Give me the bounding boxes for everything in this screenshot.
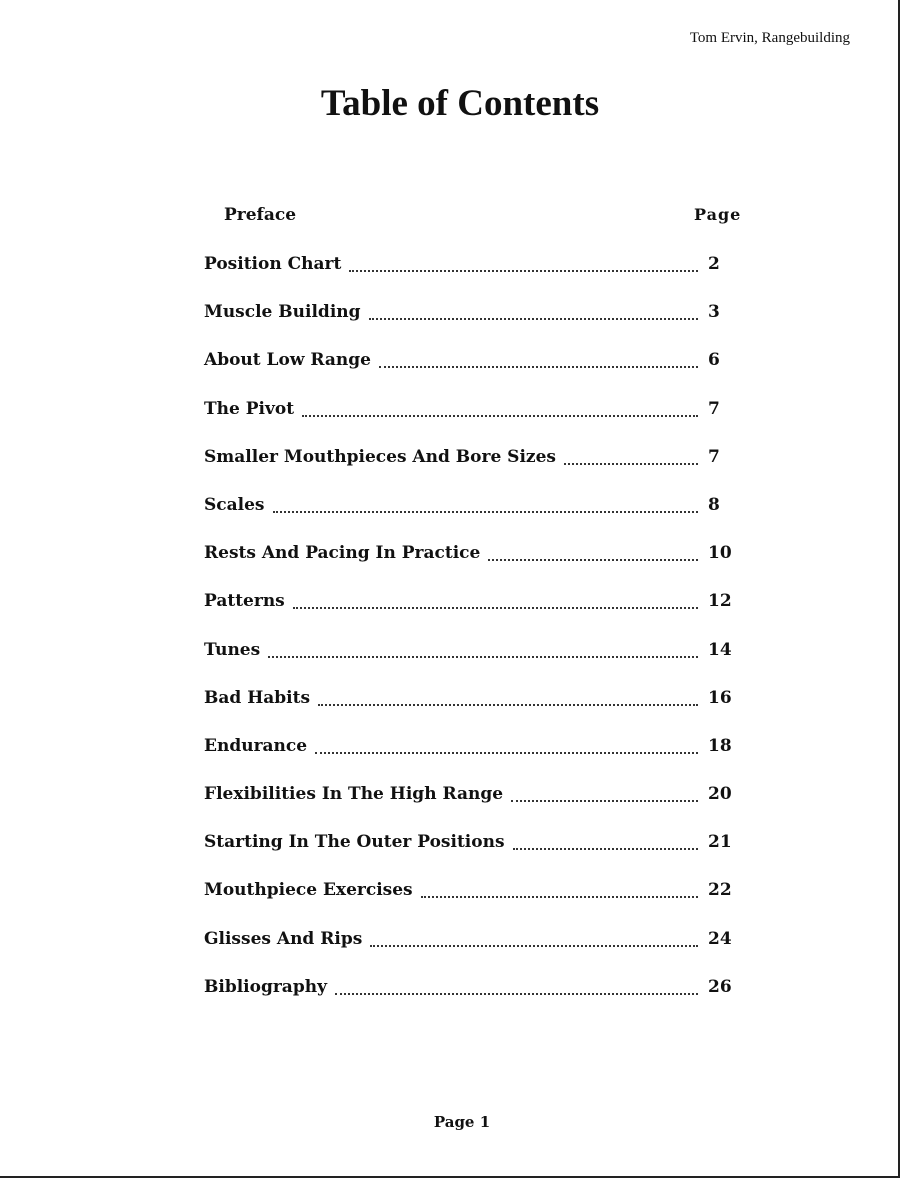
toc-entry-page: 22 — [708, 880, 732, 901]
dot-leader — [293, 587, 704, 615]
dot-leader — [488, 539, 704, 567]
toc-entry-title: Tunes — [204, 639, 261, 660]
toc-entry-page: 7 — [708, 446, 720, 467]
toc-entry-page: 24 — [708, 928, 732, 949]
page-column-header: Page — [694, 205, 742, 224]
toc-entry-title: Glisses And Rips — [204, 928, 363, 949]
dot-leader — [302, 395, 704, 423]
toc-entry — [204, 395, 744, 443]
toc-entry-title: Rests And Pacing In Practice — [204, 543, 481, 564]
dot-leader — [349, 250, 704, 278]
dot-leader — [421, 876, 704, 904]
toc-list — [204, 250, 744, 1021]
toc-entry-title: Position Chart — [204, 254, 342, 274]
toc-entry — [204, 684, 744, 732]
toc-entry — [204, 250, 744, 298]
toc-entry — [204, 587, 744, 635]
toc-entry-page: 7 — [708, 398, 720, 419]
toc-entry-title: Flexibilities In The High Range — [204, 784, 504, 805]
toc-entry-page: 12 — [708, 591, 732, 612]
toc-entry-page: 10 — [708, 543, 732, 564]
toc-entry-page: 20 — [708, 784, 732, 805]
toc-entry-page: 18 — [708, 735, 732, 756]
toc-entry — [204, 491, 744, 539]
toc-entry-title: Endurance — [204, 735, 308, 756]
toc-entry — [204, 539, 744, 587]
toc-entry-page: 21 — [708, 832, 732, 853]
toc-entry-page: 3 — [708, 302, 720, 323]
toc-entry-page: 2 — [708, 254, 720, 274]
toc-entry — [204, 876, 744, 924]
toc-entry-title: Bibliography — [204, 976, 327, 997]
dot-leader — [513, 828, 704, 856]
toc-entry — [204, 346, 744, 394]
toc-entry — [204, 828, 744, 876]
dot-leader — [511, 780, 704, 808]
dot-leader — [268, 636, 704, 664]
dot-leader — [318, 684, 704, 712]
page-title: Table of Contents — [320, 83, 600, 124]
toc-entry — [204, 636, 744, 684]
toc-entry-title: Mouthpiece Exercises — [204, 880, 413, 901]
toc-entry-page: 26 — [708, 976, 732, 997]
toc-entry-title: About Low Range — [204, 350, 371, 371]
toc-entry — [204, 925, 744, 973]
toc-entry-page: 8 — [708, 494, 720, 515]
toc-entry — [204, 973, 744, 1021]
dot-leader — [335, 973, 704, 1001]
dot-leader — [273, 491, 705, 519]
dot-leader — [370, 925, 704, 953]
toc-entry-title: The Pivot — [204, 398, 295, 419]
toc-entry — [204, 732, 744, 780]
dot-leader — [379, 346, 704, 374]
toc-entry-title: Bad Habits — [204, 687, 311, 708]
dot-leader — [315, 732, 704, 760]
preface-heading: Preface — [224, 205, 297, 225]
dot-leader — [564, 443, 704, 471]
toc-entry-page: 16 — [708, 687, 732, 708]
toc-entry — [204, 780, 744, 828]
toc-entry-title: Starting In The Outer Positions — [204, 832, 505, 853]
toc-entry-title: Patterns — [204, 591, 285, 612]
toc-entry — [204, 298, 744, 346]
page-number-footer: Page 1 — [433, 1113, 491, 1131]
toc-entry-title: Scales — [204, 494, 265, 515]
toc-entry-page: 6 — [708, 350, 720, 371]
toc-entry-page: 14 — [708, 639, 732, 660]
toc-entry-title: Muscle Building — [204, 302, 361, 323]
toc-entry-title: Smaller Mouthpieces And Bore Sizes — [204, 446, 556, 467]
running-header: Tom Ervin, Rangebuilding — [689, 30, 850, 46]
dot-leader — [369, 298, 704, 326]
toc-entry — [204, 443, 744, 491]
